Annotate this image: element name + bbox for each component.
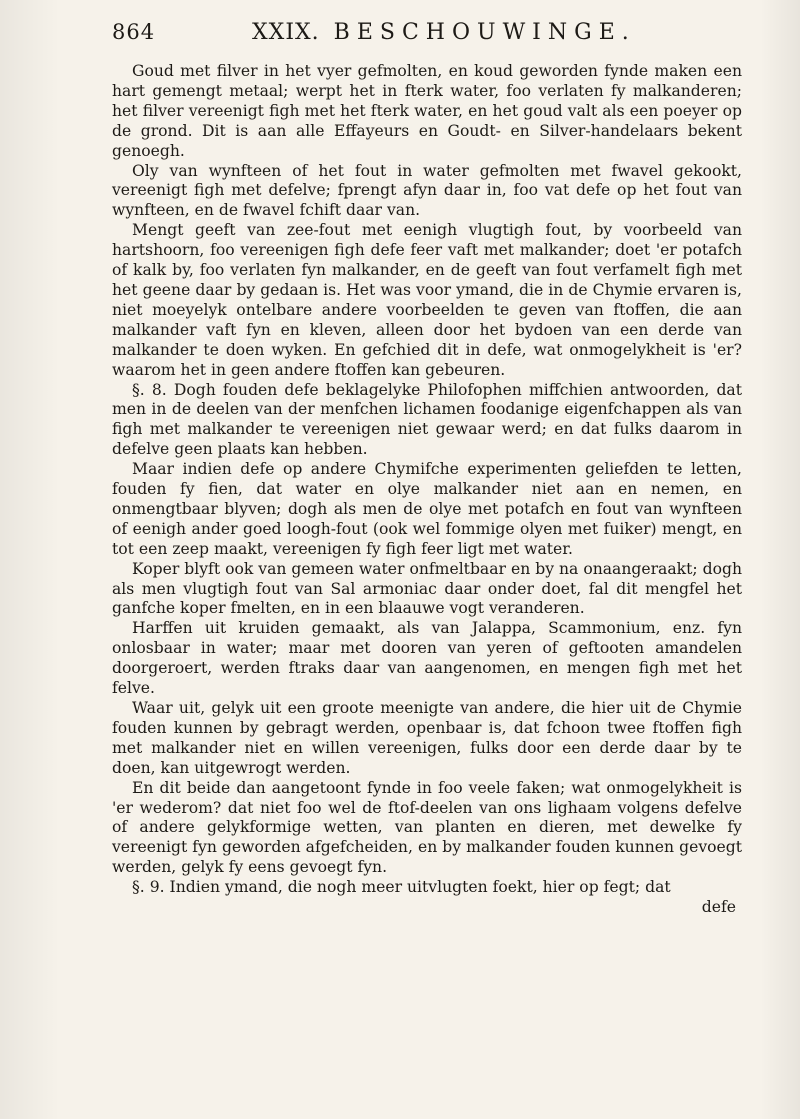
running-header bbox=[112, 20, 742, 62]
paragraph-section-8: §. 8. Dogh fouden defe beklagelyke Philofophen miffchien antwoorden, dat men in de deelen van der menfchen lichamen foodanige eigenfchappen als van figh met malkander te vereenigen niet gewaar werd; en dat fulks daarom in defelve geen plaats kan hebben. bbox=[112, 380, 742, 459]
paragraph-resins: Harffen uit kruiden gemaakt, als van Jalappa, Scammonium, enz. fyn onlosbaar in water; maar met dooren van yeren of geftooten amandelen doorgeroert, werden ftraks daar van aangenomen, en mengen figh met het felve. bbox=[112, 619, 742, 698]
paragraph-copper: Koper blyft ook van gemeen water onfmeltbaar en by na onaangeraakt; dogh als men vlugtigh fout van Sal armoniac daar onder doet, fal dit mengfel het ganfche koper fmelten, en in een blaauwe vogt veranderen. bbox=[112, 559, 742, 618]
chapter-number: XXIX. bbox=[252, 20, 320, 45]
catchword: defe bbox=[701, 898, 736, 917]
page-number: 864 bbox=[112, 20, 156, 44]
chapter-title: BESCHOUWINGE. bbox=[333, 20, 636, 45]
body-text bbox=[112, 62, 742, 918]
paragraph-gold-silver: Goud met filver in het vyer gefmolten, en koud geworden fynde maken een hart gemengt metaal; werpt het in fterk water, foo verlaten fy malkanderen; het filver vereenigt figh met het fterk water, en het goud valt als een poeyer op de grond. Dit is aan alle Effayeurs en Goudt- en Silver-handelaars bekent genoegh. bbox=[112, 62, 742, 160]
paragraph-spirit-of-salt: Mengt geeft van zee-fout met eenigh vlugtigh fout, by voorbeeld van hartshoorn, foo vereenigen figh defe feer vaft met malkander; doet 'er potafch of kalk by, foo verlaten fyn malkander, en de geeft van fout verfamelt figh met het geene daar by gedaan is. Het was voor ymand, die in de Chymie ervaren is, niet moeyelyk ontelbare andere voorbeelden te geven van ftoffen, die aan malkander vaft fyn en kleven, alleen door het bydoen van een derde van malkander te doen wyken. En gefchied dit in defe, wat onmogelykheit is 'er? waarom het in geen andere ftoffen kan gebeuren. bbox=[112, 221, 742, 379]
paragraph-water-and-oil: Maar indien defe op andere Chymifche experimenten geliefden te letten, fouden fy fien, dat water en olye malkander niet aan en nemen, en onmengtbaar blyven; dogh als men de olye met potafch en fout van wynfteen of eenigh ander goed loogh-fout (ook wel fommige olyen met fuiker) mengt, en tot een zeep maakt, vereenigen fy figh feer ligt met water. bbox=[112, 460, 742, 558]
page-edge-shadow bbox=[760, 0, 800, 1119]
paragraph-oil-of-tartar: Oly van wynfteen of het fout in water gefmolten met fwavel gekookt, vereenigt figh met defelve; fprengt afyn daar in, foo vat defe op het fout van wynfteen, en de fwavel fchift daar van. bbox=[112, 161, 742, 220]
paragraph-bodies: En dit beide dan aangetoont fynde in foo veele faken; wat onmogelykheit is 'er wederom? dat niet foo wel de ftof-deelen van ons lighaam volgens defelve of andere gelykformige wetten, van planten en dieren, met dewelke fy vereenigt fyn geworden afgefcheiden, en by malkander fouden kunnen gevoegt werden, gelyk fy eens gevoegt fyn. bbox=[112, 778, 742, 877]
paragraph-section-9: §. 9. Indien ymand, die nogh meer uitvlugten foekt, hier op fegt; dat bbox=[132, 878, 671, 897]
paragraph-conclusion: Waar uit, gelyk uit een groote meenigte van andere, die hier uit de Chymie fouden kunnen by gebragt werden, openbaar is, dat fchoon twee ftoffen figh met malkander niet en willen vereenigen, fulks door een derde daar by te doen, kan uitgewrogt werden. bbox=[112, 699, 742, 777]
binding-shadow bbox=[0, 0, 60, 1119]
